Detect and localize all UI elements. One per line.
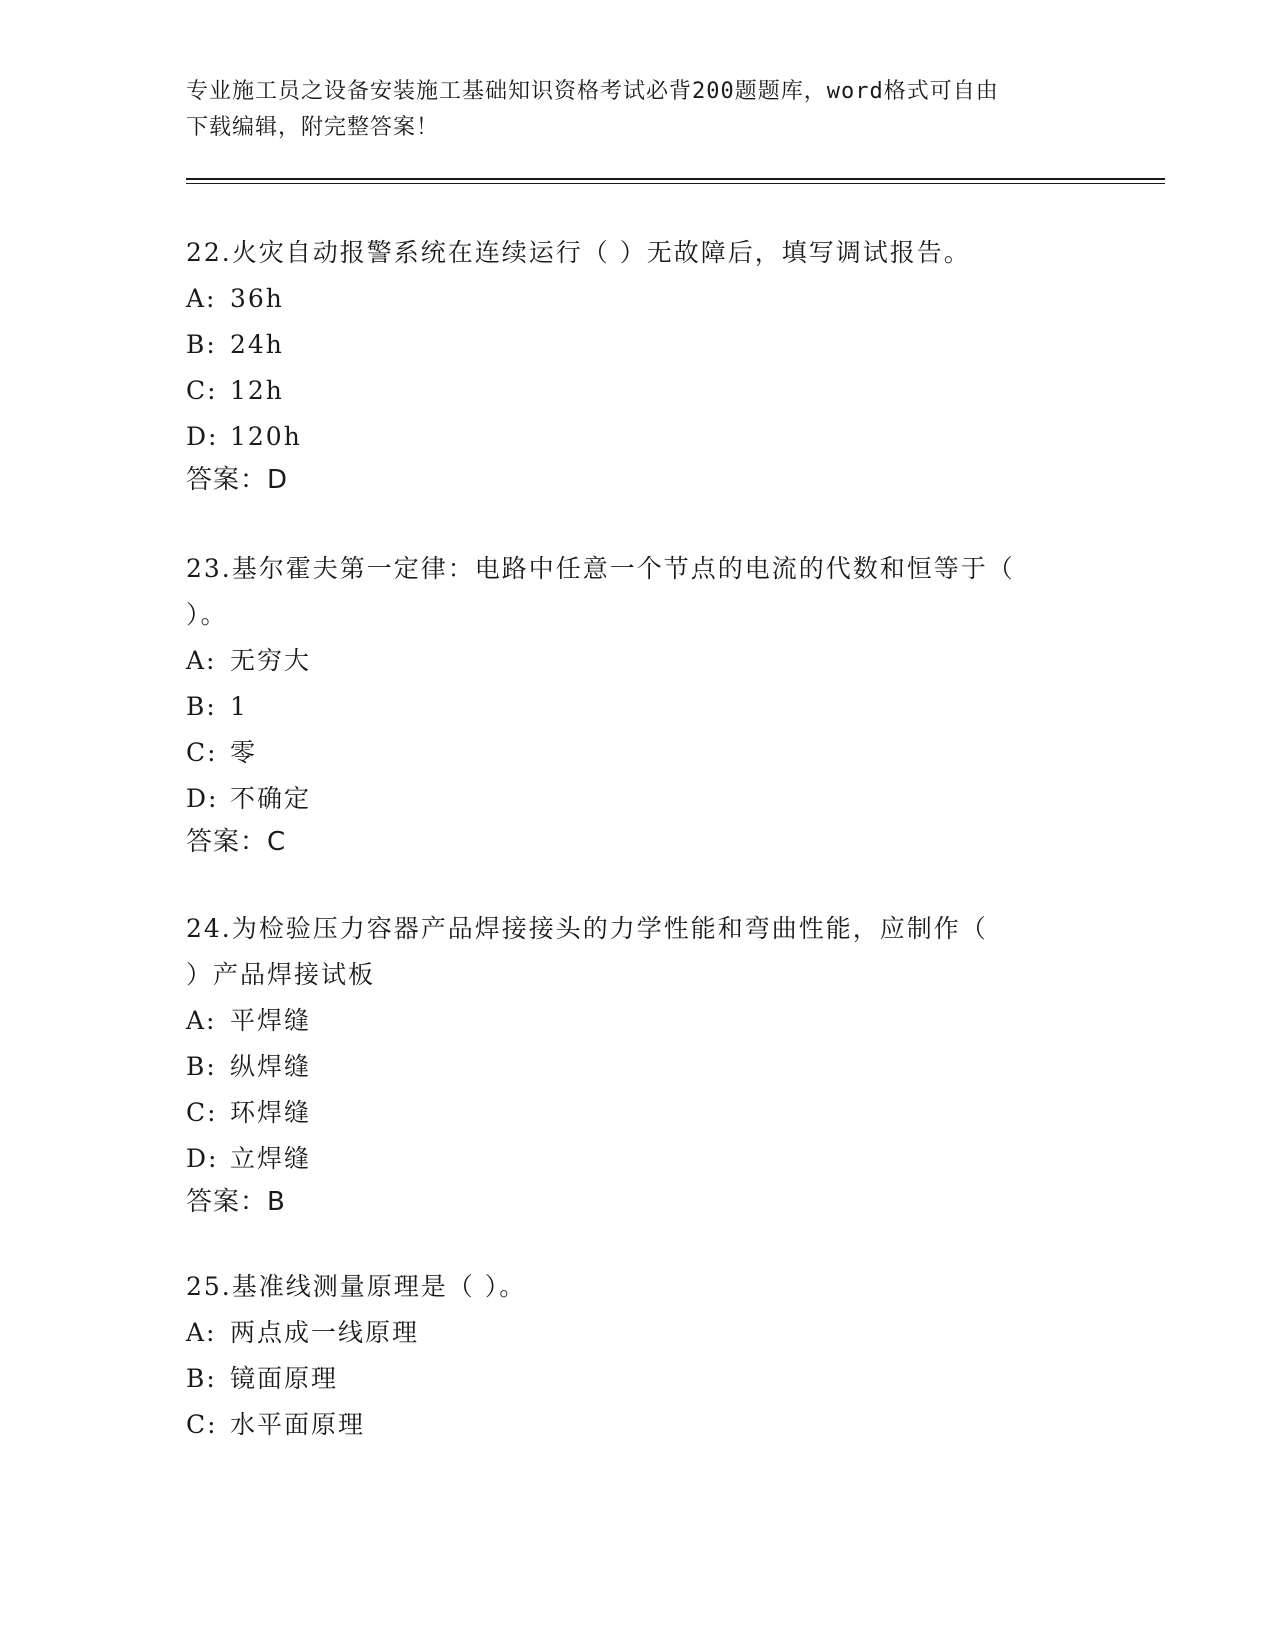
option-letter: C: — [186, 1410, 218, 1439]
option-letter: C: — [186, 1098, 218, 1127]
option-letter: A: — [186, 646, 217, 675]
header-divider-thin — [186, 183, 1165, 184]
option-text: 1 — [230, 692, 248, 721]
option-text: 24h — [230, 330, 284, 359]
question-stem: 22.火灾自动报警系统在连续运行（ ）无故障后，填写调试报告。 — [186, 238, 971, 267]
option-text: 零 — [230, 738, 258, 767]
header-line-1: 专业施工员之设备安装施工基础知识资格考试必背200题题库，word格式可自由 — [186, 79, 999, 104]
question-stem: 25.基准线测量原理是（ ）。 — [186, 1272, 527, 1301]
option-text: 120h — [230, 422, 302, 451]
option-c — [186, 368, 1086, 414]
option-letter: C: — [186, 738, 218, 767]
question-stem-line-2: ）产品焊接试板 — [186, 960, 376, 989]
option-b — [186, 1356, 1086, 1402]
question-22 — [186, 230, 1086, 500]
question-stem-line-2: ）。 — [186, 600, 228, 629]
option-c — [186, 730, 1086, 776]
option-c — [186, 1402, 1086, 1448]
option-text: 水平面原理 — [230, 1410, 366, 1439]
option-d — [186, 1136, 1086, 1182]
option-letter: B: — [186, 692, 217, 721]
question-25 — [186, 1264, 1086, 1448]
option-text: 环焊缝 — [230, 1098, 312, 1127]
option-letter: B: — [186, 1052, 217, 1081]
option-a — [186, 276, 1086, 322]
option-b — [186, 1044, 1086, 1090]
option-letter: D: — [186, 784, 219, 813]
option-letter: A: — [186, 284, 217, 313]
question-stem-line-1: 24.为检验压力容器产品焊接接头的力学性能和弯曲性能，应制作（ — [186, 914, 988, 943]
option-letter: D: — [186, 422, 219, 451]
option-text: 无穷大 — [230, 646, 312, 675]
option-d — [186, 414, 1086, 460]
option-a — [186, 1310, 1086, 1356]
header-divider-thick — [186, 178, 1165, 180]
option-text: 平焊缝 — [230, 1006, 312, 1035]
option-letter: A: — [186, 1006, 217, 1035]
option-a — [186, 638, 1086, 684]
option-letter: B: — [186, 1364, 217, 1393]
option-text: 12h — [230, 376, 284, 405]
option-text: 纵焊缝 — [230, 1052, 312, 1081]
option-letter: A: — [186, 1318, 217, 1347]
option-c — [186, 1090, 1086, 1136]
option-d — [186, 776, 1086, 822]
option-text: 两点成一线原理 — [230, 1318, 420, 1347]
option-text: 立焊缝 — [230, 1144, 312, 1173]
option-text: 36h — [230, 284, 284, 313]
question-23 — [186, 546, 1086, 862]
answer: 答案：C — [186, 827, 287, 857]
option-b — [186, 322, 1086, 368]
question-24 — [186, 906, 1086, 1222]
option-text: 镜面原理 — [230, 1364, 339, 1393]
option-letter: B: — [186, 330, 217, 359]
header-line-2: 下载编辑，附完整答案！ — [186, 115, 440, 140]
question-stem-line-1: 23.基尔霍夫第一定律：电路中任意一个节点的电流的代数和恒等于（ — [186, 554, 1015, 583]
option-text: 不确定 — [230, 784, 312, 813]
option-letter: C: — [186, 376, 218, 405]
answer: 答案：D — [186, 465, 289, 495]
option-letter: D: — [186, 1144, 219, 1173]
answer: 答案：B — [186, 1187, 286, 1217]
option-b — [186, 684, 1086, 730]
option-a — [186, 998, 1086, 1044]
document-header — [186, 74, 1086, 146]
